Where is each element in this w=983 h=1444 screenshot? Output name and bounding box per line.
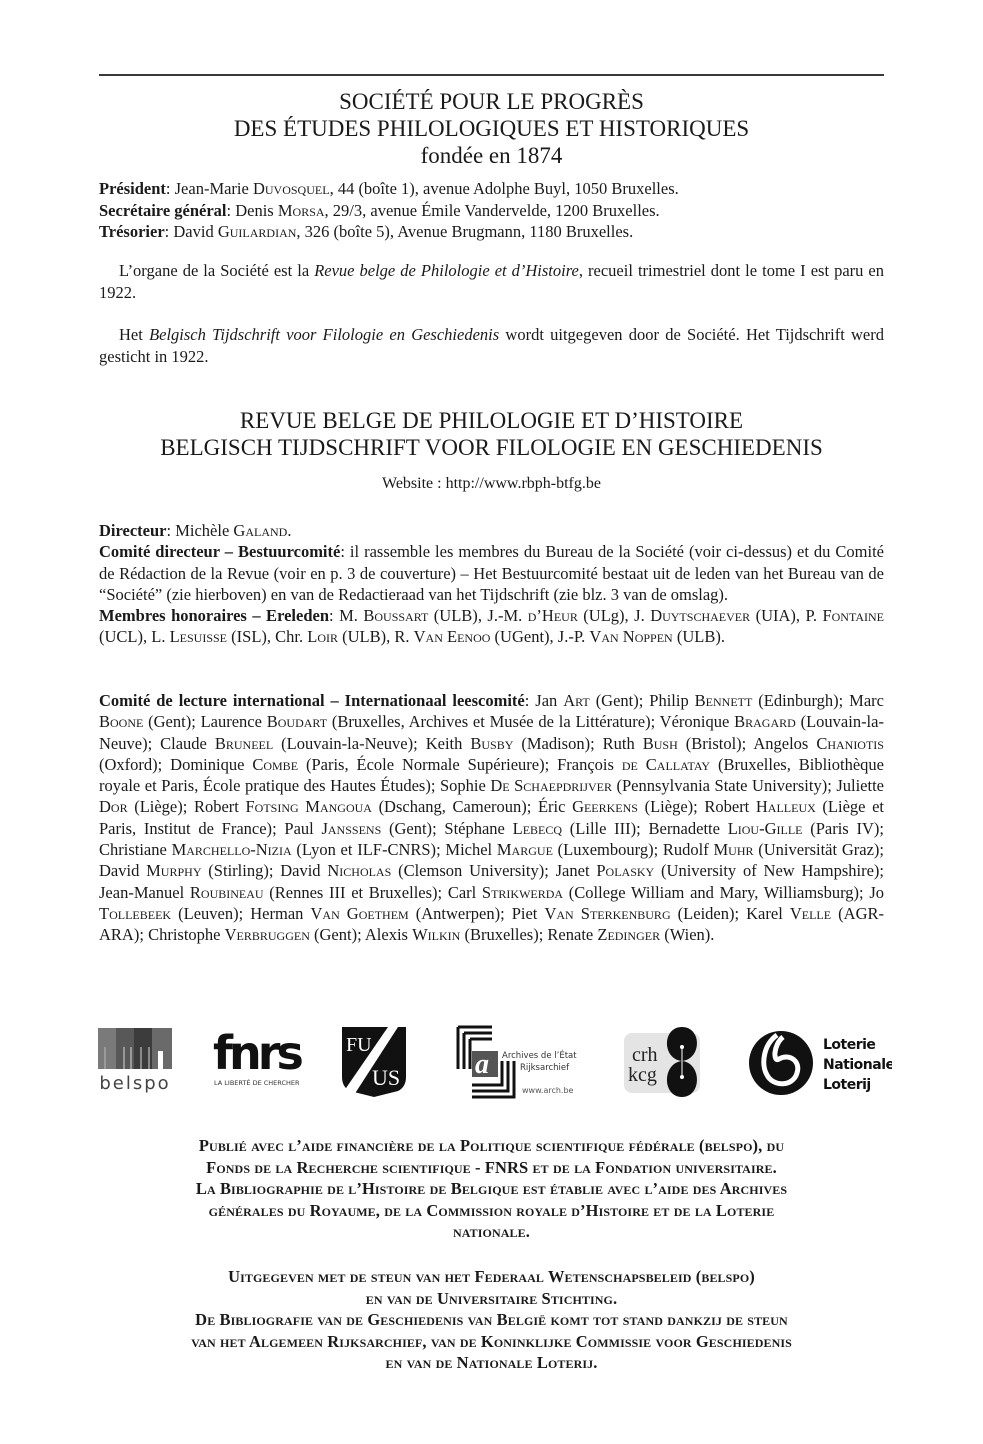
person-surname: Velle — [789, 903, 832, 923]
directeur: Directeur: Michèle Galand. — [99, 521, 292, 540]
person-surname: Wilkin — [412, 925, 461, 945]
person-surname: Van Eenoo — [413, 627, 491, 647]
person-affiliation: (UIA) — [750, 606, 796, 626]
person-first-name: Philip — [649, 691, 695, 710]
person-affiliation: (ULB) — [672, 627, 721, 647]
person-affiliation: (Wien) — [660, 925, 711, 945]
person-first-name: Chr. — [275, 627, 308, 647]
svg-text:a: a — [475, 1049, 489, 1080]
person-entry — [148, 925, 357, 944]
person-entry — [426, 734, 590, 753]
person-surname: Lesuisse — [169, 627, 228, 647]
footer-fr — [99, 1135, 884, 1243]
person-first-name: J. — [634, 606, 651, 626]
person-entry — [284, 819, 432, 838]
person-entry — [151, 627, 267, 646]
person-affiliation: (Gent) — [381, 818, 433, 838]
fnrs-logo — [211, 1025, 306, 1100]
person-affiliation: (Paris IV) — [802, 818, 880, 838]
person-first-name: J.-P. — [557, 627, 590, 647]
footer-nl — [99, 1266, 884, 1374]
top-rule — [99, 74, 884, 76]
person-affiliation: (Liège) — [637, 797, 694, 817]
svg-text:crh: crh — [632, 1044, 658, 1066]
person-surname: Dor — [99, 797, 128, 817]
person-affiliation: (College William and Mary, Williamsburg) — [563, 882, 860, 902]
person-affiliation: (Lyon et ILF-CNRS) — [291, 840, 437, 860]
footer-nl-line: Uitgegeven met de steun van het Federaal Wetenschapsbeleid (belspo) — [228, 1267, 755, 1286]
paragraph-organ-nl: Het Belgisch Tijdschrift voor Filologie en Geschiedenis wordt uitgegeven door de Société. Het Tijdschrift werd gesticht in 1922. — [99, 325, 884, 366]
person-surname: Bush — [642, 733, 678, 753]
person-surname: Fotsing Mangoua — [245, 797, 372, 817]
crh-kcg-logo — [622, 1025, 702, 1105]
person-affiliation: (Leiden) — [670, 903, 735, 923]
person-first-name: Rudolf — [662, 840, 714, 860]
person-first-name: Éric — [537, 797, 573, 817]
person-first-name: M. — [339, 606, 364, 626]
footer-fr-line: Fonds de la Recherche scientifique - FNRS et de la Fondation universitaire. — [206, 1157, 777, 1177]
person-entry — [444, 819, 636, 838]
person-entry — [535, 691, 638, 710]
person-first-name: Piet — [511, 903, 545, 923]
person-first-name: Juliette — [836, 776, 884, 796]
person-entry — [440, 776, 827, 795]
officer-secretary: Secrétaire général: Denis Morsa, 29/3, avenue Émile Vandervelde, 1200 Bruxelles. — [99, 200, 660, 220]
person-surname: Van Goethem — [310, 903, 409, 923]
person-surname: Tollebeek — [99, 903, 172, 923]
person-surname: Verbruggen — [224, 925, 310, 945]
person-entry — [648, 819, 879, 838]
person-entry — [365, 925, 539, 944]
person-entry — [160, 734, 413, 753]
person-affiliation: (Gent) — [589, 691, 639, 710]
directeur-block — [99, 520, 884, 648]
person-affiliation: (Bruxelles) — [460, 925, 539, 945]
person-first-name: Jo — [869, 882, 884, 902]
officer-president: Président: Jean-Marie Duvosquel, 44 (boîte 1), avenue Adolphe Buyl, 1050 Bruxelles. — [99, 179, 679, 198]
person-surname: Van Sterkenburg — [544, 903, 671, 923]
person-affiliation: (Rennes III et Bruxelles) — [263, 882, 438, 902]
person-surname: Fontaine — [822, 606, 885, 626]
person-affiliation: (Bruxelles, Bibliothèque royale et Paris, École pratique des Hautes Études) — [99, 754, 884, 796]
person-surname: Nicholas — [327, 861, 392, 881]
person-affiliation: (Clemson University) — [391, 861, 545, 881]
svg-text:kcg: kcg — [628, 1064, 657, 1086]
person-surname: Zedinger — [597, 925, 661, 945]
person-surname: Combe — [252, 754, 299, 774]
person-affiliation: (Liège) — [127, 797, 183, 817]
revue-title-line2: BELGISCH TIJDSCHRIFT VOOR FILOLOGIE EN GESCHIEDENIS — [160, 435, 823, 460]
person-surname: Busby — [470, 733, 514, 753]
person-entry — [339, 606, 478, 625]
website-link[interactable]: http://www.rbph-btfg.be — [445, 475, 601, 492]
person-entry — [394, 627, 549, 646]
person-surname: Boussart — [363, 606, 429, 626]
person-affiliation: (Liège et Paris, Institut de France) — [99, 797, 884, 838]
person-affiliation: (Pennsylvania State University) — [611, 776, 828, 796]
person-surname: Janssens — [321, 818, 382, 838]
svg-text:Rijksarchief: Rijksarchief — [520, 1063, 570, 1073]
society-title — [99, 88, 884, 169]
person-entry — [280, 861, 544, 880]
officer-treasurer: Trésorier: David Guilardian, 326 (boîte 5), Avenue Brugmann, 1180 Bruxelles. — [99, 222, 634, 241]
person-surname: Bragard — [734, 712, 796, 732]
person-affiliation: (AGR-ARA) — [99, 903, 884, 945]
person-first-name: Sophie — [439, 776, 491, 796]
person-affiliation: (Dschang, Cameroun) — [371, 797, 527, 817]
person-surname: Murphy — [146, 861, 202, 881]
person-entry — [170, 755, 544, 774]
svg-text:Archives de l’État: Archives de l’État — [502, 1051, 577, 1061]
person-surname: Loir — [307, 627, 338, 647]
website: Website : http://www.rbph-btfg.be — [382, 475, 601, 492]
svg-text:LA LIBERTÉ DE CHERCHER: LA LIBERTÉ DE CHERCHER — [214, 1079, 300, 1087]
person-affiliation: (UCL) — [99, 627, 143, 647]
person-affiliation: (Edinburgh) — [752, 691, 839, 710]
person-first-name: Dominique — [170, 754, 253, 774]
person-entry — [194, 797, 527, 816]
sponsor-logos — [95, 1025, 890, 1105]
person-affiliation: (Louvain-la-Neuve) — [273, 733, 414, 753]
membres-honoraires: Membres honoraires – Ereleden: M. Boussart (ULB), J.-M. d’Heur (ULg), J. Duytschaever (UIA), P. Fontaine (UCL), L. Lesuisse (ISL), Chr. Loir (ULB), R. Van Eenoo (UGent), J.-P. Van Noppen (ULB). — [99, 606, 885, 647]
person-surname: Geerkens — [572, 797, 638, 817]
person-first-name: Renate — [547, 925, 598, 945]
person-affiliation: (Universität Graz) — [753, 840, 880, 860]
person-affiliation: (ULB) — [338, 627, 387, 647]
person-first-name: Laurence — [200, 712, 267, 732]
archives-etat-logo — [452, 1025, 602, 1108]
person-affiliation: (ISL) — [227, 627, 267, 647]
person-surname: Lebecq — [512, 818, 563, 838]
svg-text:belspo: belspo — [99, 1073, 171, 1094]
person-surname: Art — [563, 691, 590, 710]
person-entry — [201, 712, 651, 731]
person-surname: Boudart — [266, 712, 328, 732]
person-affiliation: (University of New Hampshire) — [654, 861, 880, 881]
person-entry — [538, 797, 693, 816]
person-first-name: Michel — [445, 840, 497, 860]
loterie-nationale-logo — [747, 1025, 892, 1105]
person-surname: Duytschaever — [650, 606, 751, 626]
person-first-name: Janet — [555, 861, 597, 881]
person-entry — [558, 627, 721, 646]
person-first-name: Keith — [425, 733, 471, 753]
person-first-name: Robert — [193, 797, 246, 817]
svg-text:www.arch.be: www.arch.be — [522, 1086, 574, 1095]
person-first-name: Christophe — [148, 925, 225, 945]
footer-fr-line: générales du Royaume, de la Commission royale d’Histoire et de la Loterie — [208, 1200, 775, 1220]
person-affiliation: (Bristol) — [677, 733, 742, 753]
person-first-name: Alexis — [364, 925, 413, 945]
person-affiliation: (Bruxelles, Archives et Musée de la Littérature) — [327, 712, 651, 732]
person-surname: Bruneel — [214, 733, 274, 753]
person-surname: Boone — [99, 712, 144, 732]
person-entry — [99, 861, 269, 880]
person-entry — [649, 691, 838, 710]
person-affiliation: (Louvain-la-Neuve) — [99, 712, 884, 753]
person-first-name: Angelos — [753, 733, 817, 753]
person-surname: Liou-Gille — [727, 818, 803, 838]
person-first-name: Karel — [746, 903, 790, 923]
svg-text:FU: FU — [346, 1034, 372, 1056]
person-first-name: R. — [394, 627, 414, 647]
person-affiliation: (Oxford) — [99, 754, 158, 774]
paragraph-organ-fr: L’organe de la Société est la Revue belge de Philologie et d’Histoire, recueil trimestriel dont le tome I est paru en 1922. — [99, 261, 884, 302]
person-first-name: Christiane — [99, 840, 172, 860]
person-entry — [99, 883, 438, 902]
person-first-name: J.-M. — [487, 606, 528, 626]
person-first-name: Ruth — [602, 733, 643, 753]
person-affiliation: (Stirling) — [201, 861, 269, 881]
person-entry — [445, 840, 653, 859]
person-first-name: Paul — [284, 818, 322, 838]
person-entry — [448, 883, 859, 902]
revue-title — [99, 407, 884, 461]
officers-list — [99, 178, 884, 243]
person-first-name: Stéphane — [444, 818, 513, 838]
person-first-name: David — [280, 861, 328, 881]
fondation-universitaire-logo — [340, 1025, 408, 1102]
person-entry — [663, 840, 879, 859]
person-surname: d’Heur — [527, 606, 578, 626]
footer-nl-line: en van de Nationale Loterij. — [385, 1353, 598, 1372]
person-surname: Bennett — [694, 691, 753, 710]
person-affiliation: (Luxembourg) — [552, 840, 654, 860]
comite-directeur: Comité directeur – Bestuurcomité: il rassemble les membres du Bureau de la Société (voir ci-dessus) et du Comité de Rédaction de la Revue (voir en p. 3 de couverture) – Het Bestuurcomité bestaat uit de leden van het Bureau van de “Société” (zie hierboven) en van de Redactieraad van het Tijdschrift (zie blz. 3 van de omslag). — [99, 542, 885, 604]
person-affiliation: (Madison) — [513, 733, 591, 753]
person-surname: Strikwerda — [481, 882, 564, 902]
person-surname: Polasky — [596, 861, 655, 881]
person-entry — [512, 904, 735, 923]
svg-text:fnrs: fnrs — [213, 1026, 300, 1080]
person-entry — [634, 606, 796, 625]
society-title-line2: DES ÉTUDES PHILOLOGIQUES ET HISTORIQUES — [233, 116, 750, 141]
person-surname: Muhr — [713, 840, 754, 860]
svg-text:Loterij: Loterij — [823, 1077, 871, 1093]
person-entry — [603, 734, 742, 753]
person-surname: Van Noppen — [589, 627, 673, 647]
footer-fr-line: La Bibliographie de l’Histoire de Belgique est établie avec l’aide des Archives — [195, 1179, 788, 1198]
person-first-name: François — [557, 754, 622, 774]
person-first-name: Jan — [535, 691, 564, 710]
person-affiliation: (Antwerpen) — [408, 903, 501, 923]
comite-lecture: Comité de lecture international – Internationaal leescomité: Jan Art (Gent); Philip Bennett (Edinburgh); Marc Boone (Gent); Laurence Boudart (Bruxelles, Archives et Musée de la Littérature); Véronique Bragard (Louvain-la-Neuve); Claude Bruneel (Louvain-la-Neuve); Keith Busby (Madison); Ruth Bush (Bristol); Angelos Chaniotis (Oxford); Dominique Combe (Paris, École Normale Supérieure); François de Callatay (Bruxelles, Bibliothèque royale et Paris, École pratique des Hautes Études); Sophie De Schaepdrijver (Pennsylvania State University); Juliette Dor (Liège); Robert Fotsing Mangoua (Dschang, Cameroun); Éric Geerkens (Liège); Robert Halleux (Liège et Paris, Institut de France); Paul Janssens (Gent); Stéphane Lebecq (Lille III); Bernadette Liou-Gille (Paris IV); Christiane Marchello-Nizia (Lyon et ILF-CNRS); Michel Margue (Luxembourg); Rudolf Muhr (Universität Graz); David Murphy (Stirling); David Nicholas (Clemson University); Janet Polasky (University of New Hampshire); Jean-Manuel Roubineau (Rennes III et Bruxelles); Carl Strikwerda (College William and Mary, Williamsburg); Jo Tollebeek (Leuven); Herman Van Goethem (Antwerpen); Piet Van Sterkenburg (Leiden); Karel Velle (AGR-ARA); Christophe Verbruggen (Gent); Alexis Wilkin (Bruxelles); Renate Zedinger (Wien). — [99, 691, 885, 945]
svg-text:US: US — [372, 1065, 401, 1090]
person-first-name: Jean-Manuel — [99, 882, 190, 902]
person-first-name: David — [99, 861, 147, 881]
person-first-name: L. — [151, 627, 170, 647]
person-surname: Marchello-Nizia — [171, 840, 292, 860]
person-entry — [250, 904, 500, 923]
svg-text:Loterie: Loterie — [823, 1037, 876, 1053]
person-entry — [487, 606, 624, 625]
person-first-name: Marc — [849, 691, 884, 710]
footer-fr-line: Publié avec l’aide financière de la Politique scientifique fédérale (belspo), du — [198, 1136, 785, 1155]
person-entry — [547, 925, 710, 944]
footer-nl-line: en van de Universitaire Stichting. — [365, 1288, 618, 1308]
person-surname: Chaniotis — [816, 733, 884, 753]
person-first-name: Véronique — [659, 712, 735, 732]
person-first-name: Claude — [160, 733, 215, 753]
society-title-line1: SOCIÉTÉ POUR LE PROGRÈS — [339, 89, 644, 114]
footer-nl-line: van het Algemeen Rijksarchief, van de Koninklijke Commissie voor Geschiedenis — [191, 1331, 792, 1351]
revue-title-line1: REVUE BELGE DE PHILOLOGIE ET D’HISTOIRE — [239, 408, 744, 433]
person-entry — [275, 627, 386, 646]
person-affiliation: (Gent) — [309, 925, 358, 945]
svg-text:Nationale: Nationale — [823, 1057, 892, 1073]
belspo-logo — [98, 1025, 174, 1100]
person-affiliation: (ULg) — [577, 606, 625, 626]
society-founded: fondée en 1874 — [420, 143, 563, 168]
person-affiliation: (Lille III) — [562, 818, 637, 838]
person-affiliation: (Leuven) — [171, 903, 239, 923]
belspo-mark — [98, 1025, 174, 1095]
person-surname: de Callatay — [621, 754, 711, 774]
person-entry — [556, 861, 880, 880]
person-surname: Halleux — [755, 797, 816, 817]
person-first-name: Carl — [447, 882, 482, 902]
person-first-name: Bernadette — [648, 818, 728, 838]
person-surname: De Schaepdrijver — [490, 776, 612, 796]
footer-fr-line: nationale. — [453, 1222, 530, 1241]
person-surname: Margue — [496, 840, 553, 860]
person-affiliation: (Paris, École Normale Supérieure) — [298, 754, 545, 774]
person-first-name: P. — [805, 606, 823, 626]
person-first-name: Herman — [250, 903, 311, 923]
person-affiliation: (Gent) — [143, 712, 192, 732]
person-entry — [99, 840, 436, 859]
person-affiliation: (UGent) — [490, 627, 550, 647]
person-affiliation: (ULB) — [428, 606, 478, 626]
person-first-name: Robert — [704, 797, 756, 817]
footer-nl-line: De Bibliografie van de Geschiedenis van België komt tot stand dankzij de steun — [195, 1310, 788, 1329]
person-surname: Roubineau — [189, 882, 264, 902]
